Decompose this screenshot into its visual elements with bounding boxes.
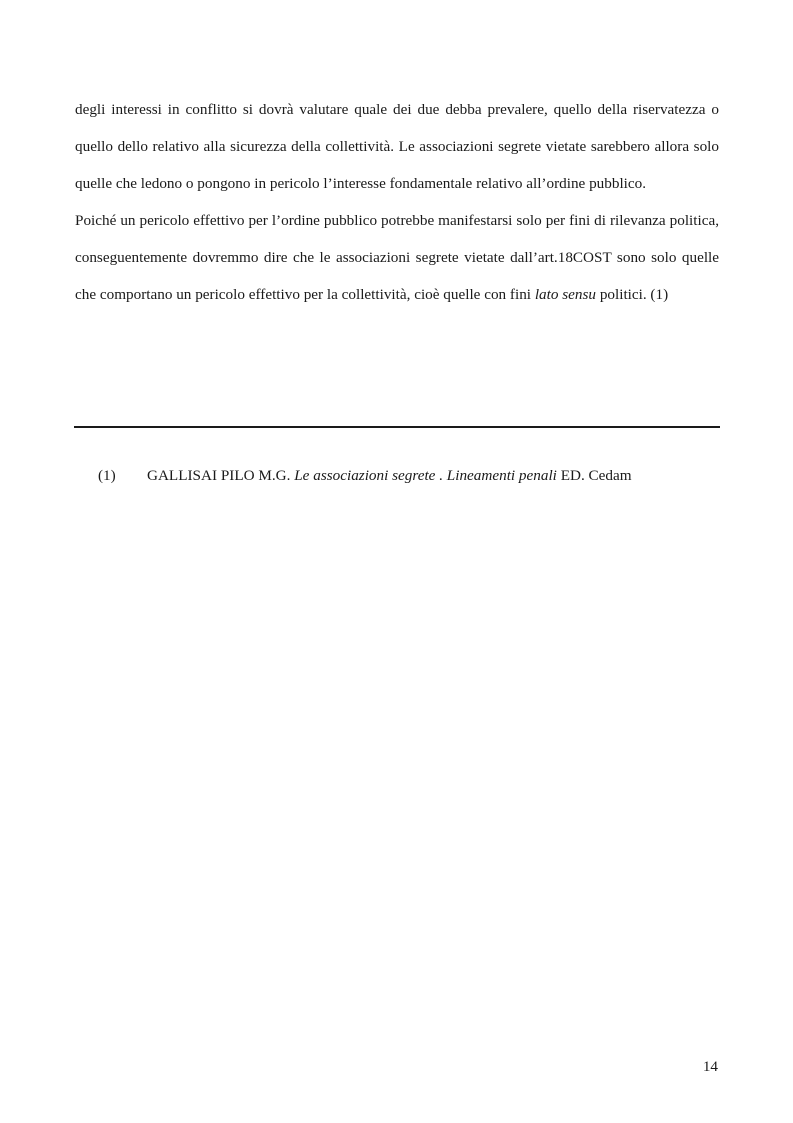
page-number: 14 xyxy=(702,1058,718,1075)
paragraph-2-text-b: politici. (1) xyxy=(596,286,669,303)
footnote-number: (1) xyxy=(98,467,116,484)
footnote-title: Le associazioni segrete . Lineamenti penali xyxy=(294,467,557,484)
paragraph-2-text-a: Poiché un pericolo effettivo per l’ordine pubblico potrebbe manifestarsi solo per fini di rilevanza politica, conseguentemente dovremmo dire che le associazioni segrete vietate dall’art.18COST sono solo quelle che comportano un pericolo effettivo per la collettività, cioè quelle con fini xyxy=(75,212,719,303)
footnote-publisher: ED. Cedam xyxy=(556,467,632,484)
footnote-separator xyxy=(74,426,720,428)
paragraph-1 xyxy=(75,91,719,202)
paragraph-2-italic-term: lato sensu xyxy=(534,286,597,303)
paragraph-2 xyxy=(75,202,719,313)
footnote-author: GALLISAI PILO M.G. xyxy=(147,467,295,484)
body-text xyxy=(75,91,719,313)
paragraph-1-text: degli interessi in conflitto si dovrà valutare quale dei due debba prevalere, quello della riservatezza o quello dello relativo alla sicurezza della collettività. Le associazioni segrete vietate sarebbero allora solo quelle che ledono o pongono in pericolo l’interesse fondamentale relativo all’ordine pubblico. xyxy=(75,101,719,192)
footnote xyxy=(98,466,718,486)
